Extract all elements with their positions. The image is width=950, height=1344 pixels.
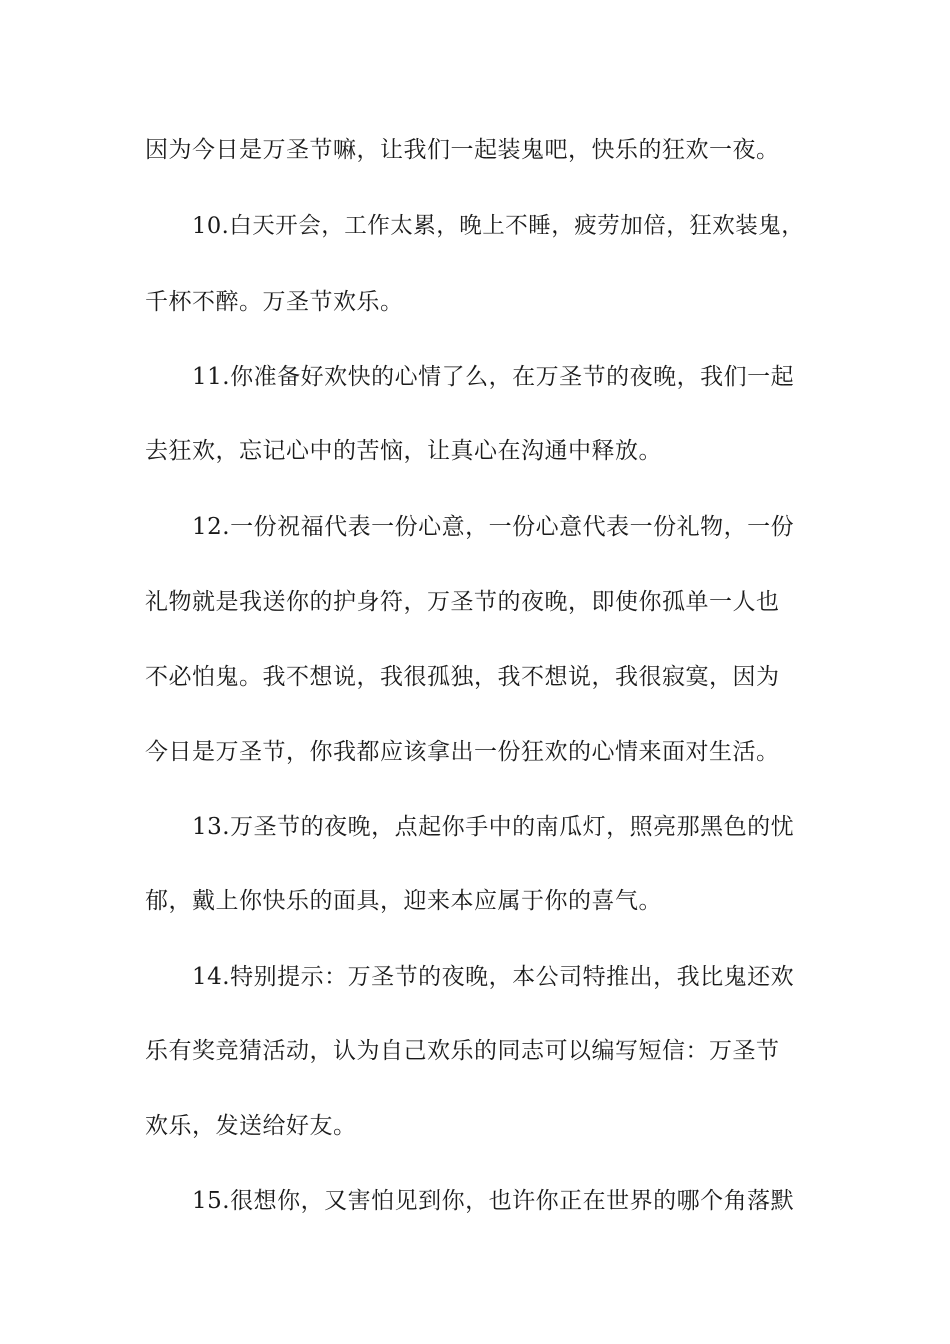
text-line: 今日是万圣节，你我都应该拿出一份狂欢的心情来面对生活。 — [145, 739, 780, 765]
item-12-line: 12.一份祝福代表一份心意，一份心意代表一份礼物，一份 — [192, 514, 795, 540]
text-line: 乐有奖竞猜活动，认为自己欢乐的同志可以编写短信：万圣节 — [145, 1038, 780, 1064]
item-15-line: 15.很想你，又害怕见到你，也许你正在世界的哪个角落默 — [192, 1188, 795, 1214]
text-line: 千杯不醉。万圣节欢乐。 — [145, 289, 404, 315]
item-14-line: 14.特别提示：万圣节的夜晚，本公司特推出，我比鬼还欢 — [192, 964, 795, 990]
text-line: 礼物就是我送你的护身符，万圣节的夜晚，即使你孤单一人也 — [145, 589, 780, 615]
item-13-line: 13.万圣节的夜晚，点起你手中的南瓜灯，照亮那黑色的忧 — [192, 814, 795, 840]
text-line: 郁，戴上你快乐的面具，迎来本应属于你的喜气。 — [145, 888, 662, 914]
text-line: 去狂欢，忘记心中的苦恼，让真心在沟通中释放。 — [145, 438, 662, 464]
text-line: 因为今日是万圣节嘛，让我们一起装鬼吧，快乐的狂欢一夜。 — [145, 137, 780, 163]
text-line: 欢乐，发送给好友。 — [145, 1113, 357, 1139]
text-line: 不必怕鬼。我不想说，我很孤独，我不想说，我很寂寞，因为 — [145, 664, 780, 690]
item-11-line: 11.你准备好欢快的心情了么，在万圣节的夜晚，我们一起 — [192, 364, 795, 390]
item-10-line: 10.白天开会，工作太累，晚上不睡，疲劳加倍，狂欢装鬼， — [192, 213, 805, 239]
